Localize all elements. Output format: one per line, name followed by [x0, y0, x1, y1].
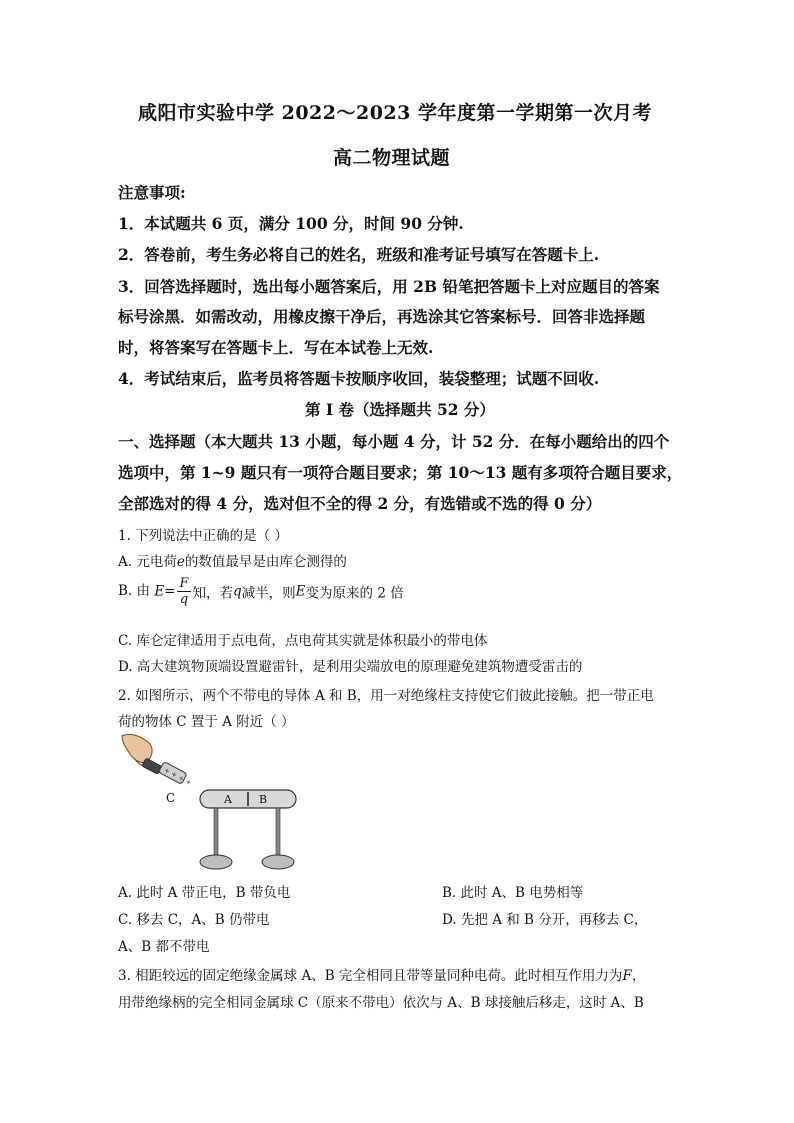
q1-option-b — [118, 576, 404, 607]
q1-b-mid: 知，若 — [192, 585, 234, 602]
q3-line-1 — [118, 964, 645, 984]
svg-text:+ + + +: + + + + — [162, 766, 193, 788]
q1-a-prefix: A. 元电荷 — [118, 554, 177, 570]
notice-line-1: 1．本试题共 6 页，满分 100 分，时间 90 分钟. — [118, 214, 464, 233]
section-instruction-3: 全部选对的得 4 分，选对但不全的得 2 分，有选错或不选的得 0 分） — [118, 494, 602, 513]
q1-b-suffix: 变为原来的 2 倍 — [305, 585, 404, 602]
q2-option-d: D. 先把 A 和 B 分开，再移去 C， — [442, 912, 648, 928]
rod-handle — [142, 758, 162, 774]
notice-line-3a: 3．回答选择题时，选出每小题答案后，用 2B 铅笔把答题卡上对应题目的答案 — [118, 277, 660, 296]
notice-heading: 注意事项: — [118, 183, 186, 202]
notice-line-2: 2．答卷前，考生务必将自己的姓名，班级和准考证号填写在答题卡上. — [118, 245, 600, 264]
charged-object-c — [158, 762, 194, 789]
q3-force-var: F — [622, 968, 632, 984]
q2-stem-1: 2. 如图所示，两个不带电的导体 A 和 B，用一对绝缘柱支持使它们彼此接触。把一带正电 — [118, 688, 654, 704]
q3-line-2: 用带绝缘柄的完全相同金属球 C（原来不带电）依次与 A、B 球接触后移走，这时 A、B — [118, 995, 644, 1011]
notice-line-4: 4．考试结束后，监考员将答题卡按顺序收回，装袋整理；试题不回收. — [118, 369, 600, 388]
q1-option-c: C. 库仑定律适用于点电荷，点电荷其实就是体积最小的带电体 — [118, 633, 488, 649]
q1-b-fraction — [177, 576, 190, 607]
q1-b-prefix: B. 由 — [118, 583, 151, 599]
label-a: A — [224, 793, 232, 806]
q2-option-d-cont: A、B 都不带电 — [118, 939, 210, 955]
q3-line1-suffix: ， — [631, 968, 646, 984]
hand-icon — [122, 734, 152, 762]
q1-option-d: D. 高大建筑物顶端设置避雷针，是利用尖端放电的原理避免建筑物遭受雷击的 — [118, 659, 583, 675]
notice-line-3b: 标号涂黑．如需改动，用橡皮擦干净后，再选涂其它答案标号．回答非选择题 — [118, 307, 646, 326]
stand-b — [276, 808, 280, 858]
section-instruction-2: 选项中，第 1~9 题只有一项符合题目要求；第 10～13 题有多项符合题目要求， — [118, 463, 683, 482]
q1-stem: 1. 下列说法中正确的是（ ） — [118, 528, 288, 544]
base-b — [262, 855, 294, 869]
exam-title: 咸阳市实验中学 2022～2023 学年度第一学期第一次月考 — [138, 102, 652, 124]
q1-a-variable: e — [176, 554, 185, 570]
q1-b-var2: E — [295, 583, 306, 600]
notice-line-3c: 时，将答案写在答题卡上．写在本试卷上无效. — [118, 338, 434, 357]
exam-subtitle: 高二物理试题 — [333, 147, 451, 169]
q1-b-lhs: E= — [154, 583, 176, 600]
q2-option-a: A. 此时 A 带正电，B 带负电 — [118, 885, 291, 901]
base-a — [200, 855, 232, 869]
label-b: B — [259, 793, 268, 806]
q1-b-var1: q — [233, 583, 242, 600]
section-instruction-1: 一、选择题（本大题共 13 小题，每小题 4 分，计 52 分．在每小题给出的四个 — [118, 432, 670, 451]
q2-option-b: B. 此时 A、B 电势相等 — [442, 885, 584, 901]
q1-b-denominator: q — [179, 592, 189, 607]
stand-a — [214, 808, 218, 858]
q1-b-numerator: F — [179, 576, 189, 591]
label-c: C — [166, 791, 176, 805]
q1-a-suffix: 的数值最早是由库仑测得的 — [184, 554, 347, 570]
conductor-figure — [116, 732, 316, 874]
section-volume-heading: 第 I 卷（选择题共 52 分） — [305, 400, 495, 419]
q1-option-a — [118, 550, 347, 570]
q2-stem-2: 荷的物体 C 置于 A 附近（ ） — [118, 714, 295, 730]
q1-b-mid2: 减半，则 — [241, 585, 296, 602]
q3-line1-prefix: 3. 相距较远的固定绝缘金属球 A、B 完全相同且带等量同种电荷。此时相互作用力为 — [118, 968, 623, 984]
q2-option-c: C. 移去 C，A、B 仍带电 — [118, 912, 270, 928]
